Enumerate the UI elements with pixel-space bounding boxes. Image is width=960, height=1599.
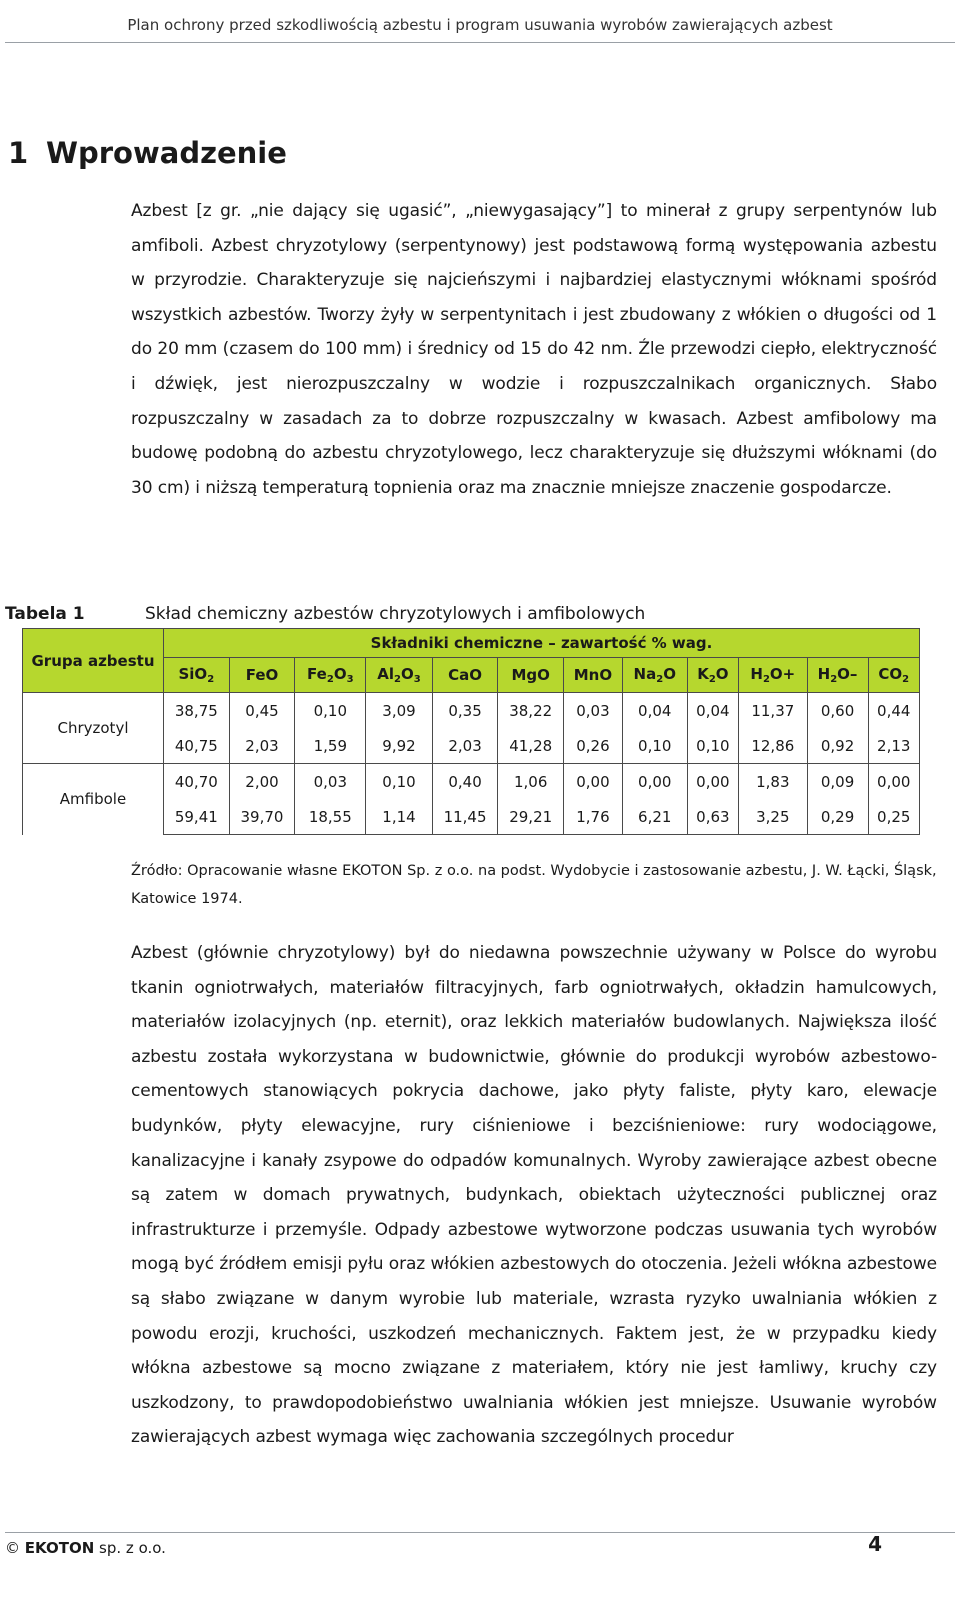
formula-part: CaO [448, 666, 482, 684]
table-cell: 0,03 [564, 693, 623, 729]
table-cell: 11,37 [739, 693, 808, 729]
header-divider [5, 42, 955, 43]
formula-part: O [663, 665, 676, 683]
table-cell: 1,83 [739, 764, 808, 800]
footer-company [5, 1539, 166, 1557]
table-cell: 0,40 [432, 764, 498, 800]
table-cell: 0,00 [687, 764, 738, 800]
table-cell: 0,45 [229, 693, 295, 729]
table-cell: 0,25 [868, 799, 919, 835]
formula-subscript: 2 [207, 674, 215, 685]
table-cell: 2,13 [868, 728, 919, 764]
formula-subscript: 2 [830, 674, 838, 685]
formula-subscript: 3 [413, 674, 421, 685]
column-header [229, 658, 295, 693]
table-cell: 39,70 [229, 799, 295, 835]
section-heading [8, 136, 287, 170]
table-cell: 18,55 [295, 799, 366, 835]
table-cell: 11,45 [432, 799, 498, 835]
formula-part: MgO [511, 666, 550, 684]
formula-subscript: 2 [762, 674, 770, 685]
formula-part: O [333, 665, 347, 683]
running-header: Plan ochrony przed szkodliwością azbestu i program usuwania wyrobów zawierających azbest [127, 16, 833, 34]
table-cell: 0,44 [868, 693, 919, 729]
table-cell: 0,35 [432, 693, 498, 729]
formula-subscript: 2 [656, 674, 664, 685]
table-cell: 0,00 [564, 764, 623, 800]
table-cell: 38,75 [164, 693, 230, 729]
column-header [366, 658, 432, 693]
formula-subscript: 2 [902, 674, 910, 685]
formula-subscript: 2 [708, 674, 716, 685]
table-cell: 0,10 [366, 764, 432, 800]
formula-part: Fe [307, 665, 327, 683]
column-header [807, 658, 868, 693]
column-header [432, 658, 498, 693]
section-number: 1 [8, 136, 29, 170]
formula-subscript: 2 [326, 674, 334, 685]
table-body [23, 693, 920, 835]
company-brand: EKOTON [24, 1539, 95, 1557]
table-label: Tabela 1 [5, 604, 85, 624]
table-cell: 59,41 [164, 799, 230, 835]
table-cell: 6,21 [622, 799, 687, 835]
group-header: Grupa azbestu [23, 629, 164, 693]
table-cell: 38,22 [498, 693, 564, 729]
table-cell: 1,76 [564, 799, 623, 835]
column-header [295, 658, 366, 693]
composition-table [22, 628, 920, 835]
column-header [564, 658, 623, 693]
components-header: Składniki chemiczne – zawartość % wag. [164, 629, 920, 658]
formula-part: K [697, 665, 709, 683]
table-cell: 1,14 [366, 799, 432, 835]
group-name: Amfibole [23, 764, 164, 835]
table-cell: 2,03 [432, 728, 498, 764]
table-source: Źródło: Opracowanie własne EKOTON Sp. z o.o. na podst. Wydobycie i zastosowanie azbestu, J. W. Łącki, Śląsk, Katowice 1974. [131, 863, 937, 907]
table-cell: 0,26 [564, 728, 623, 764]
formula-part: O+ [769, 665, 796, 683]
column-header [164, 658, 230, 693]
column-header [739, 658, 808, 693]
table-cell: 0,03 [295, 764, 366, 800]
table-cell: 0,10 [622, 728, 687, 764]
formula-part: SiO [178, 665, 208, 683]
column-header [687, 658, 738, 693]
column-header [868, 658, 919, 693]
table-cell: 40,70 [164, 764, 230, 800]
table-row [23, 693, 920, 729]
formula-part: H [817, 665, 831, 683]
table-row [23, 764, 920, 800]
formula-part: O [715, 665, 729, 683]
table-cell: 1,59 [295, 728, 366, 764]
table-title: Skład chemiczny azbestów chryzotylowych i amfibolowych [145, 604, 646, 624]
section-title: Wprowadzenie [46, 136, 287, 170]
table-cell: 9,92 [366, 728, 432, 764]
table-cell: 40,75 [164, 728, 230, 764]
table-cell: 29,21 [498, 799, 564, 835]
page-number: 4 [868, 1532, 882, 1556]
formula-subscript: 3 [346, 674, 354, 685]
table-cell: 0,04 [687, 693, 738, 729]
table-cell: 0,29 [807, 799, 868, 835]
column-header [622, 658, 687, 693]
table-cell: 0,63 [687, 799, 738, 835]
usage-paragraph: Azbest (głównie chryzotylowy) był do niedawna powszechnie używany w Polsce do wyrobu tkanin ogniotrwałych, materiałów filtracyjnych, farb ogniotrwałych, okładzin hamulcowych, materiałów izolacyjnych (np. eternit), oraz lekkich materiałów budowlanych. Największa ilość azbestu została wykorzystana w budownictwie, głównie do produkcji wyrobów azbestowo-cementowych stanowiących pokrycia dachowe, jako płyty faliste, płyty karo, elewacje budynków, płyty elewacyjne, rury ciśnieniowe i bezciśnieniowe: rury wodociągowe, kanalizacyjne i kanały zsypowe do odpadów komunalnych. Wyroby zawierające azbest obecne są zatem w domach prywatnych, budynkach, obiektach użyteczności publicznej oraz infrastrukturze i przemyśle. Odpady azbestowe wytworzone podczas usuwania tych wyrobów mogą być źródłem emisji pyłu oraz włókien azbestowych do otoczenia. Jeżeli włókna azbestowe są słabo związane w danym wyrobie lub materiale, wzrasta ryzyko uwalniania włókien z powodu erozji, kruchości, uszkodzeń mechanicznych. Faktem jest, że w przypadku kiedy włókna azbestowe są mocno związane z materiałem, który nie jest łamliwy, kruchy czy uszkodzony, to prawdopodobieństwo uwalniania włókien jest mniejsze. Usuwanie wyrobów zawierających azbest wymaga więc zachowania szczególnych procedur [131, 943, 937, 1448]
table-cell: 0,04 [622, 693, 687, 729]
formula-subscript: 2 [394, 674, 401, 685]
formula-part: H [750, 665, 763, 683]
formula-part: MnO [573, 666, 613, 684]
formula-part: CO [878, 665, 903, 683]
column-header [498, 658, 564, 693]
company-suffix: sp. z o.o. [94, 1539, 166, 1557]
table-cell: 0,09 [807, 764, 868, 800]
table-cell: 12,86 [739, 728, 808, 764]
formula-part: Na [633, 665, 657, 683]
formula-part: O [401, 665, 414, 683]
table-cell: 0,92 [807, 728, 868, 764]
table-cell: 41,28 [498, 728, 564, 764]
formula-part: Al [377, 665, 395, 683]
copyright-symbol: © [5, 1539, 20, 1557]
intro-paragraph: Azbest [z gr. „nie dający się ugasić”, „niewygasający”] to minerał z grupy serpentynów lub amfiboli. Azbest chryzotylowy (serpentynowy) jest podstawową formą występowania azbestu w przyrodzie. Charakteryzuje się najcieńszymi i najbardziej elastycznymi włóknami spośród wszystkich azbestów. Tworzy żyły w serpentynitach i jest zbudowany z włókien o długości od 1 do 20 mm (czasem do 100 mm) i średnicy od 15 do 42 nm. Źle przewodzi ciepło, elektryczność i dźwięk, jest nierozpuszczalny w wodzie i rozpuszczalnikach organicznych. Słabo rozpuszczalny w zasadach za to dobrze rozpuszczalny w kwasach. Azbest amfibolowy ma budowę podobną do azbestu chryzotylowego, lecz charakteryzuje się dłuższymi włóknami (do 30 cm) i niższą temperaturą topnienia oraz ma znacznie mniejsze znaczenie gospodarcze. [131, 201, 937, 498]
table-cell: 2,03 [229, 728, 295, 764]
formula-part: FeO [245, 666, 279, 684]
formula-part: O– [837, 665, 858, 683]
table-cell: 0,00 [622, 764, 687, 800]
table-cell: 0,10 [295, 693, 366, 729]
table-cell: 3,25 [739, 799, 808, 835]
table-cell: 0,00 [868, 764, 919, 800]
table-cell: 0,10 [687, 728, 738, 764]
footer-divider [5, 1532, 955, 1533]
group-name: Chryzotyl [23, 693, 164, 764]
table-cell: 0,60 [807, 693, 868, 729]
table-cell: 3,09 [366, 693, 432, 729]
table-cell: 2,00 [229, 764, 295, 800]
table-cell: 1,06 [498, 764, 564, 800]
